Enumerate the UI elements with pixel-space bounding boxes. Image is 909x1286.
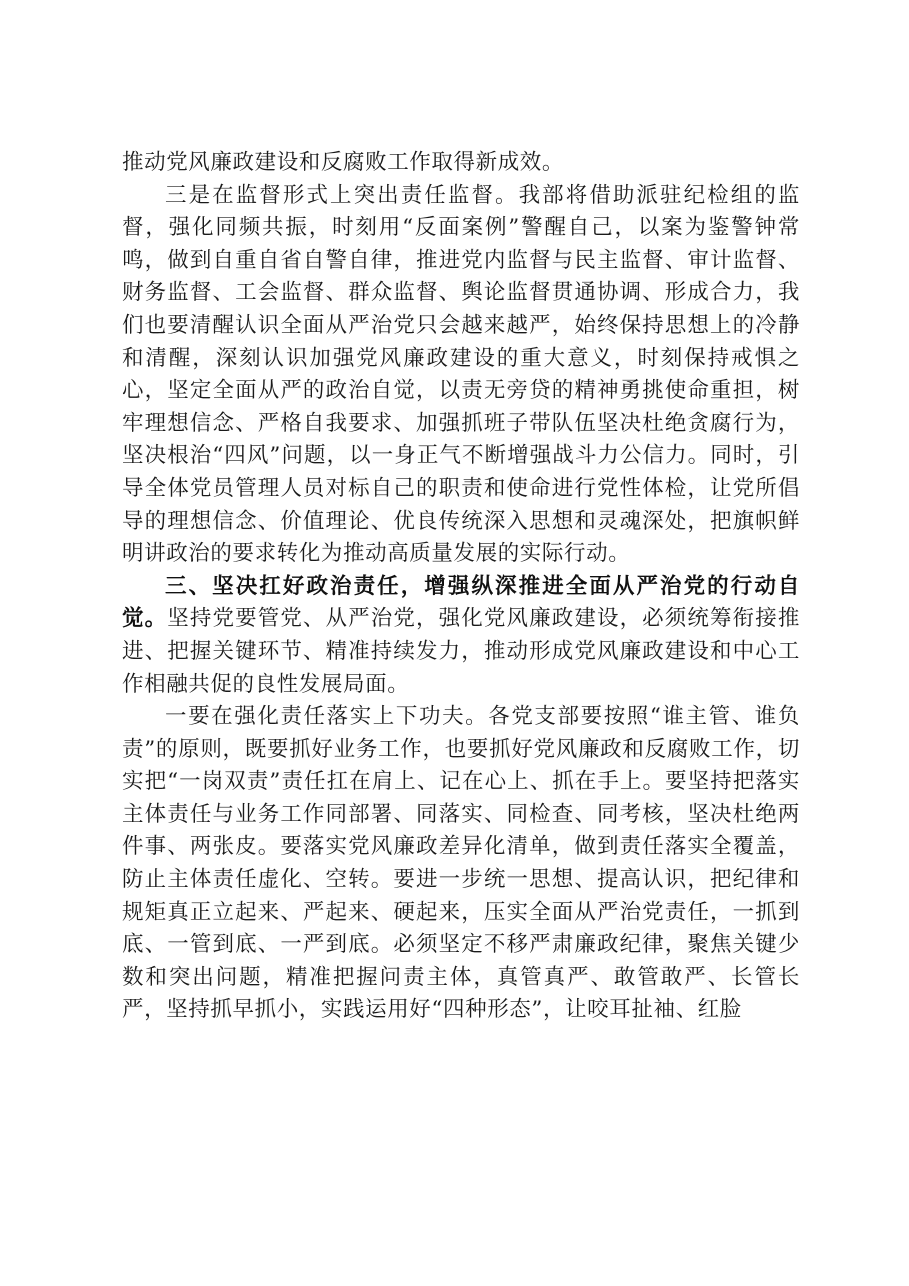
- paragraph-1: [122, 147, 800, 180]
- paragraph-text: 坚持党要管党、从严治党，强化党风廉政建设，必须统筹衔接推进、把握关键环节、精准持续发力，推动形成党风廉政建设和中心工作相融共促的良性发展局面。: [122, 606, 800, 697]
- paragraph-4: [122, 701, 800, 1027]
- section-heading: 三、坚决扛好政治责任，增强纵深推进全面从严治党的行动自觉。: [122, 573, 800, 632]
- paragraph-text: 一要在强化责任落实上下功夫。各党支部要按照“谁主管、谁负责”的原则，既要抓好业务工作，也要抓好党风廉政和反腐败工作，切实把“一岗双责”责任扛在肩上、记在心上、抓在手上。要坚持把落实主体责任与业务工作同部署、同落实、同检查、同考核，坚决杜绝两件事、两张皮。要落实党风廉政差异化清单，做到责任落实全覆盖，防止主体责任虚化、空转。要进一步统一思想、提高认识，把纪律和规矩真正立起来、严起来、硬起来，压实全面从严治党责任，一抓到底、一管到底、一严到底。必须坚定不移严肃廉政纪律，聚焦关键少数和突出问题，精准把握问责主体，真管真严、敢管敢严、长管长严，坚持抓早抓小，实践运用好“四种形态”，让咬耳扯袖、红脸: [122, 704, 800, 1023]
- section-heading-paragraph: [122, 571, 800, 701]
- paragraph-text: 推动党风廉政建设和反腐败工作取得新成效。: [122, 150, 565, 175]
- document-body: [122, 147, 800, 1027]
- paragraph-text: 三是在监督形式上突出责任监督。我部将借助派驻纪检组的监督，强化同频共振，时刻用“反面案例”警醒自己，以案为鉴警钟常鸣，做到自重自省自警自律，推进党内监督与民主监督、审计监督、财务监督、工会监督、群众监督、舆论监督贯通协调、形成合力，我们也要清醒认识全面从严治党只会越来越严，始终保持思想上的冷静和清醒，深刻认识加强党风廉政建设的重大意义，时刻保持戒惧之心，坚定全面从严的政治自觉，以责无旁贷的精神勇挑使命重担，树牢理想信念、严格自我要求、加强抓班子带队伍坚决杜绝贪腐行为，坚决根治“四风”问题，以一身正气不断增强战斗力公信力。同时，引导全体党员管理人员对标自己的职责和使命进行党性体检，让党所倡导的理想信念、价值理论、优良传统深入思想和灵魂深处，把旗帜鲜明讲政治的要求转化为推动高质量发展的实际行动。: [122, 182, 800, 567]
- paragraph-2: [122, 180, 800, 571]
